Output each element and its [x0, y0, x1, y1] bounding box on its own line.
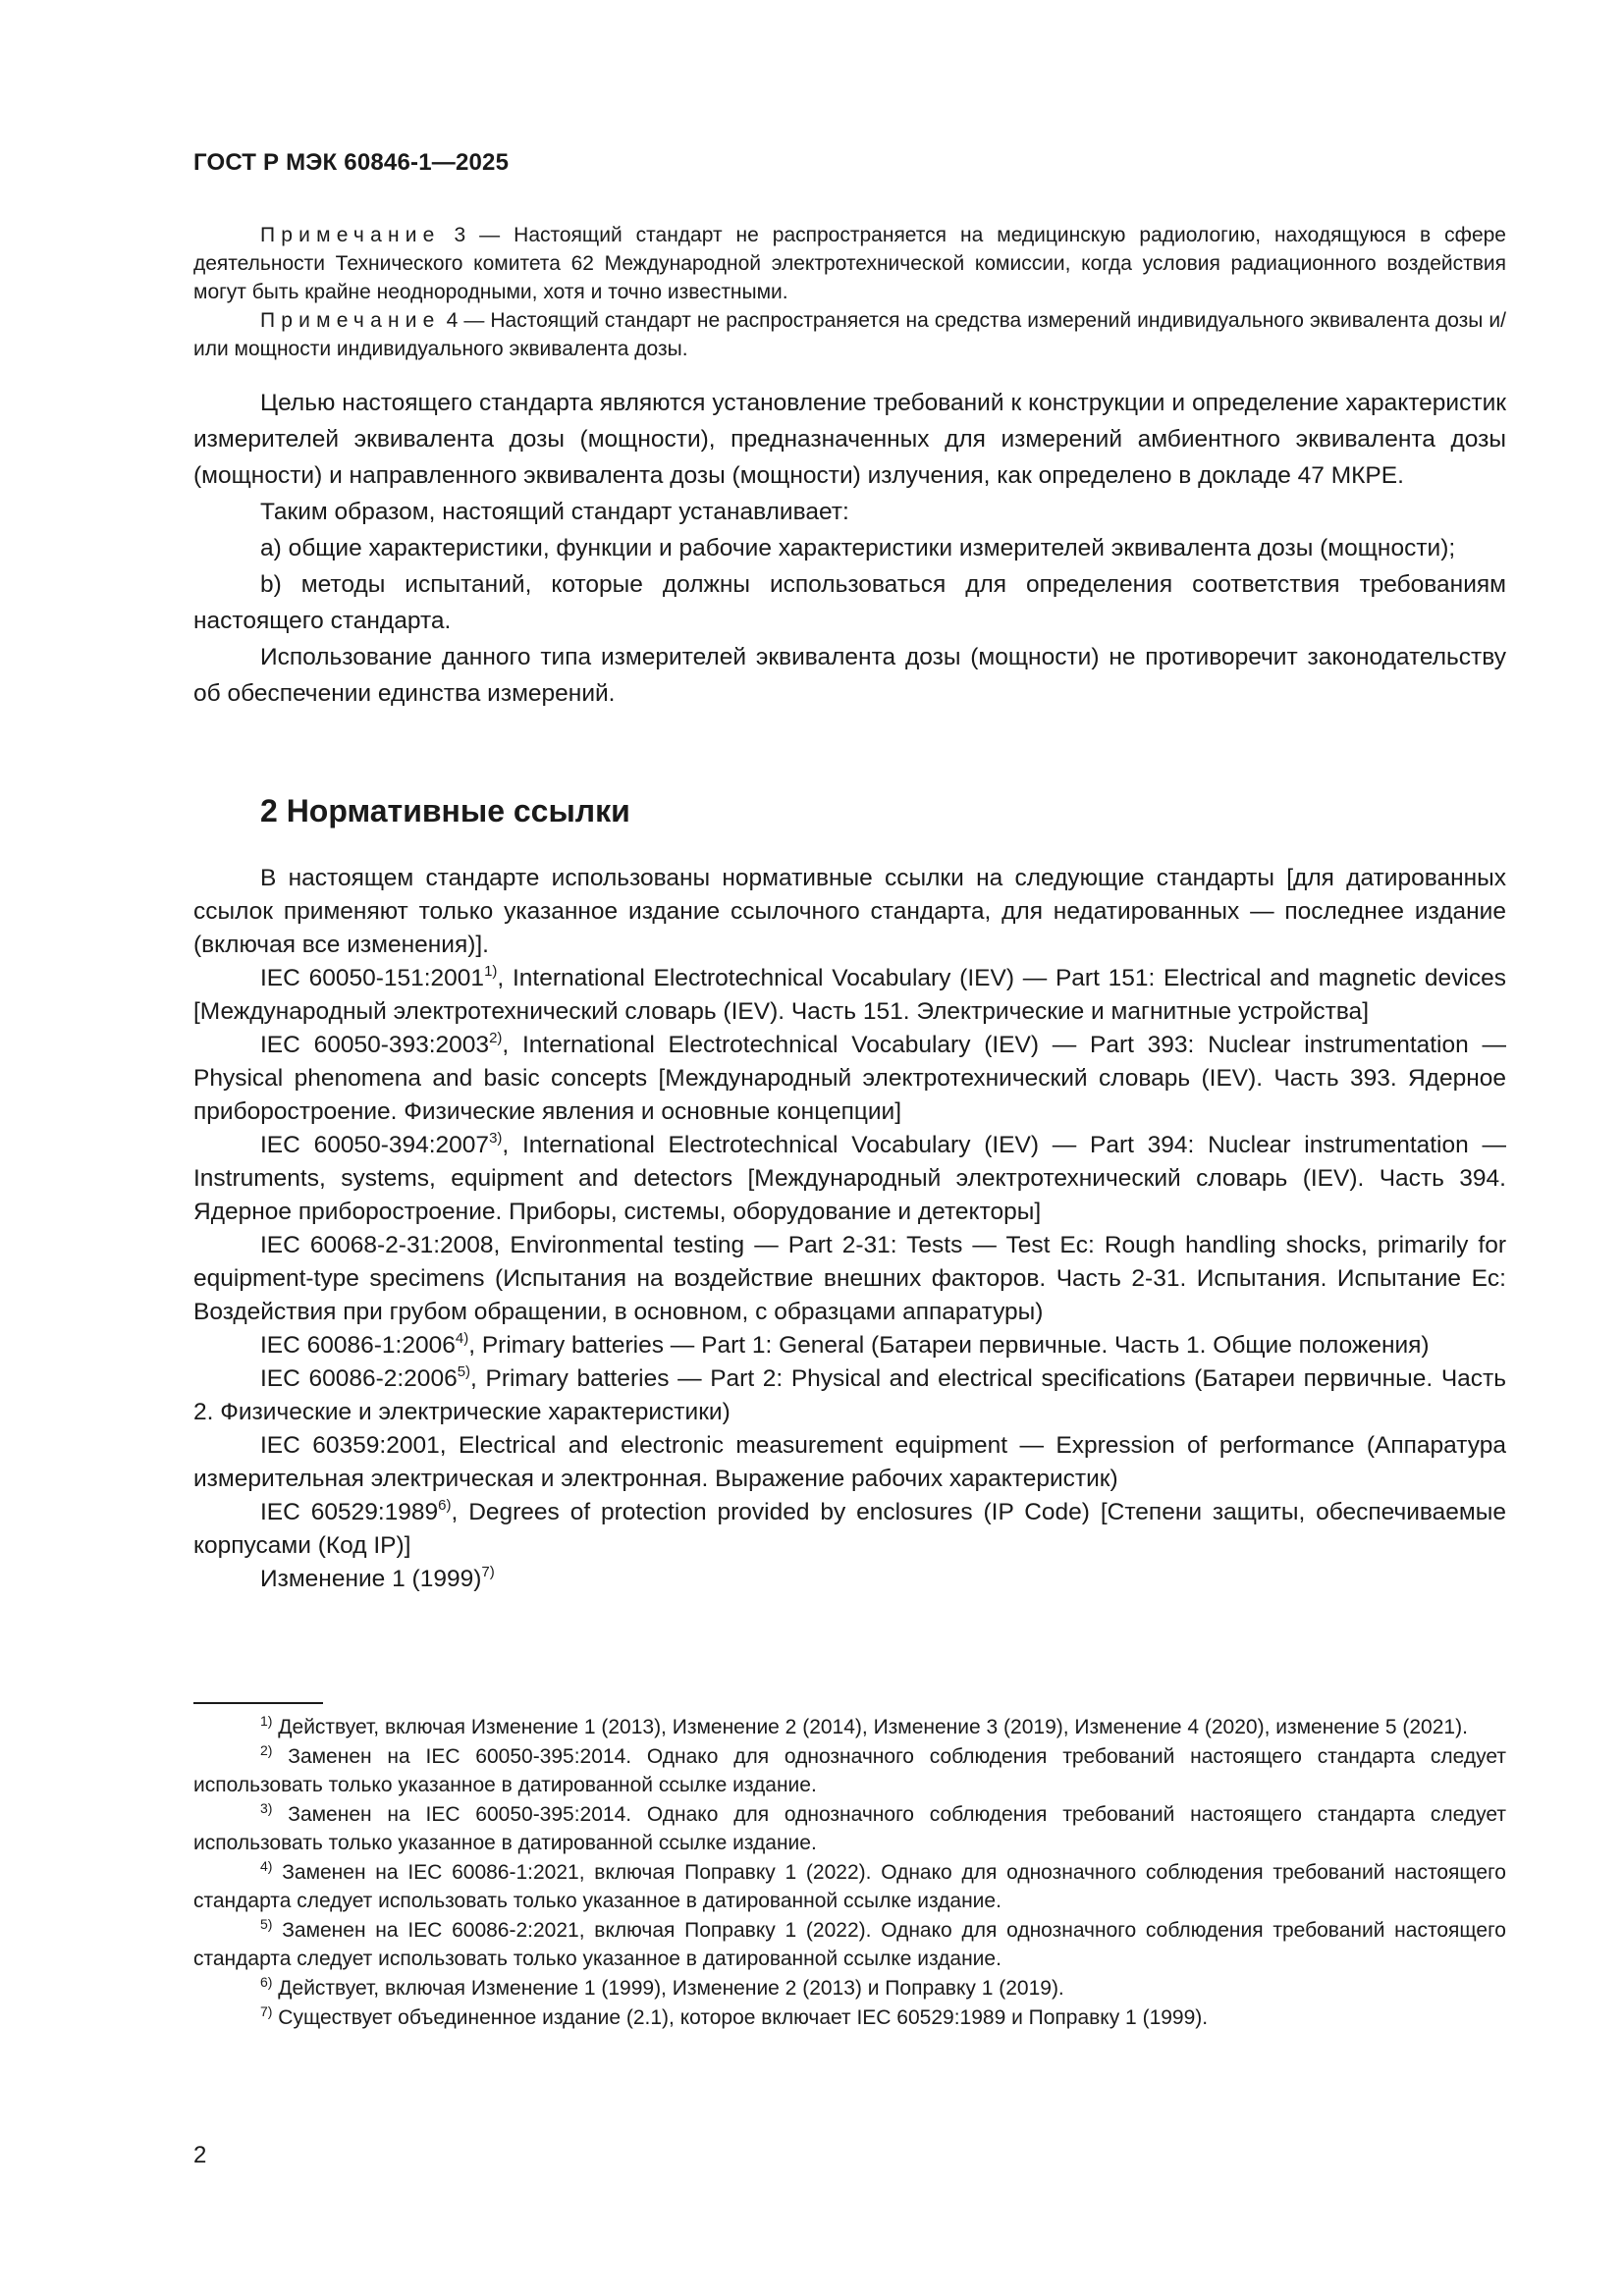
reference-item [193, 1496, 1506, 1563]
note-number: 3 [454, 224, 466, 246]
scope-block [193, 385, 1506, 712]
reference-item [193, 1429, 1506, 1496]
footnote-text: Заменен на IEC 60086-2:2021, включая Поправку 1 (2022). Однако для однозначного соблюдения требований настоящего стандарта следует использовать только указанное в датированной ссылке издание. [193, 1919, 1506, 1970]
footnote [193, 1800, 1506, 1857]
reference-code: IEC 60359:2001 [260, 1432, 440, 1459]
reference-code: IEC 60050-151:2001 [260, 965, 485, 991]
reference-title: , International Electrotechnical Vocabulary (IEV) — Part 393: Nuclear instrumentation — Physical phenomena and basic concepts [Международный электротехнический словарь (IEV). Часть 393. Ядерное приборостроение. Физические явления и основные концепции] [193, 1032, 1506, 1125]
footnote-ref[interactable]: 5) [457, 1363, 471, 1380]
footnote-separator [193, 1702, 323, 1704]
footnotes-block [193, 1713, 1506, 2033]
footnote-text: Заменен на IEC 60050-395:2014. Однако для однозначного соблюдения требований настоящего стандарта следует использовать только указанное в датированной ссылке издание. [193, 1803, 1506, 1854]
reference-title: , Degrees of protection provided by enclosures (IP Code) [Степени защиты, обеспечиваемые корпусами (Код IP)] [193, 1499, 1506, 1559]
footnote [193, 2003, 1506, 2032]
reference-item [193, 1563, 1506, 1596]
note-label: Примечание [260, 224, 441, 246]
footnote-text: Существует объединенное издание (2.1), которое включает IEC 60529:1989 и Поправку 1 (1999). [272, 2006, 1209, 2029]
footnote-ref[interactable]: 1) [484, 963, 498, 980]
standard-header: ГОСТ Р МЭК 60846-1—2025 [193, 149, 510, 176]
reference-title: , Electrical and electronic measurement equipment — Expression of performance (Аппаратура измерительная электрическая и электронная. Выражение рабочих характеристик) [193, 1432, 1506, 1492]
scope-paragraph: Использование данного типа измерителей эквивалента дозы (мощности) не противоречит законодательству об обеспечении единства измерений. [193, 644, 1506, 707]
notes-block [193, 221, 1506, 363]
reference-code: IEC 60050-393:2003 [260, 1032, 490, 1058]
page-number: 2 [193, 2142, 207, 2168]
footnote-text: Заменен на IEC 60086-1:2021, включая Поправку 1 (2022). Однако для однозначного соблюдения требований настоящего стандарта следует использовать только указанное в датированной ссылке издание. [193, 1861, 1506, 1912]
footnote-ref[interactable]: 7) [481, 1564, 495, 1580]
footnote-ref[interactable]: 3) [489, 1130, 503, 1147]
note-number: 4 [446, 309, 459, 332]
reference-code: IEC 60086-2:2006 [260, 1365, 458, 1392]
footnote [193, 1713, 1506, 1741]
footnote [193, 1858, 1506, 1915]
reference-item [193, 1362, 1506, 1429]
footnote-ref[interactable]: 4) [455, 1330, 469, 1347]
reference-title: , Environmental testing — Part 2-31: Tests — Test Ec: Rough handling shocks, primarily for equipment-type specimens (Испытания на воздействие внешних факторов. Часть 2-31. Испытания. Испытание Ec: Воздействия при грубом обращении, в основном, с образцами аппаратуры) [193, 1232, 1507, 1325]
footnote-ref[interactable]: 6) [438, 1497, 452, 1514]
footnote-ref[interactable]: 2) [489, 1030, 503, 1046]
reference-item [193, 1129, 1506, 1229]
footnote [193, 1742, 1506, 1799]
reference-code: Изменение 1 (1999) [260, 1566, 482, 1592]
footnote-mark: 5) [260, 1916, 273, 1932]
scope-paragraph: Таким образом, настоящий стандарт устанавливает: [260, 499, 849, 525]
reference-code: IEC 60068-2-31:2008 [260, 1232, 494, 1258]
reference-title: , Primary batteries — Part 1: General (Батареи первичные. Часть 1. Общие положения) [468, 1332, 1430, 1359]
footnote-text: Действует, включая Изменение 1 (1999), Изменение 2 (2013) и Поправку 1 (2019). [272, 1977, 1064, 2000]
references-intro: В настоящем стандарте использованы нормативные ссылки на следующие стандарты [для датированных ссылок применяют только указанное издание ссылочного стандарта, для недатированных — последнее издание (включая все изменения)]. [193, 865, 1506, 958]
footnote [193, 1974, 1506, 2002]
references-block [193, 862, 1506, 1596]
reference-title: , International Electrotechnical Vocabulary (IEV) — Part 394: Nuclear instrumentation — Instruments, systems, equipment and detectors [Международный электротехнический словарь (IEV). Часть 394. Ядерное приборостроение. Приборы, системы, оборудование и детекторы] [193, 1132, 1506, 1225]
scope-list-item: b) методы испытаний, которые должны использоваться для определения соответствия требованиям настоящего стандарта. [193, 571, 1506, 634]
reference-code: IEC 60086-1:2006 [260, 1332, 456, 1359]
footnote-mark: 7) [260, 2003, 273, 2019]
footnote-mark: 1) [260, 1713, 273, 1729]
note-item [193, 306, 1506, 363]
footnote-mark: 4) [260, 1858, 273, 1874]
note-item [193, 221, 1506, 306]
note-text: — Настоящий стандарт не распространяется на средства измерений индивидуального эквивалента дозы и/или мощности индивидуального эквивалента дозы. [193, 309, 1506, 360]
reference-item [193, 962, 1506, 1029]
reference-item [193, 1229, 1506, 1329]
reference-title: , International Electrotechnical Vocabulary (IEV) — Part 151: Electrical and magnetic devices [Международный электротехнический словарь (IEV). Часть 151. Электрические и магнитные устройства] [193, 965, 1506, 1025]
scope-list-item: a) общие характеристики, функции и рабочие характеристики измерителей эквивалента дозы (мощности); [260, 535, 1456, 561]
section-heading: 2 Нормативные ссылки [260, 793, 630, 828]
footnote-text: Действует, включая Изменение 1 (2013), Изменение 2 (2014), Изменение 3 (2019), Изменение 4 (2020), изменение 5 (2021). [272, 1716, 1468, 1738]
footnote-mark: 3) [260, 1800, 273, 1816]
footnote-text: Заменен на IEC 60050-395:2014. Однако для однозначного соблюдения требований настоящего стандарта следует использовать только указанное в датированной ссылке издание. [193, 1745, 1506, 1796]
reference-code: IEC 60050-394:2007 [260, 1132, 490, 1158]
footnote-mark: 6) [260, 1974, 273, 1990]
note-text: — Настоящий стандарт не распространяется на медицинскую радиологию, находящуюся в сфере деятельности Технического комитета 62 Международной электротехнической комиссии, когда условия радиационного воздействия могут быть крайне неоднородными, хотя и точно известными. [193, 224, 1506, 303]
footnote [193, 1916, 1506, 1973]
reference-item [193, 1029, 1506, 1129]
reference-title: , Primary batteries — Part 2: Physical and electrical specifications (Батареи первичные. Часть 2. Физические и электрические характеристики) [193, 1365, 1507, 1425]
note-label: Примечание [260, 309, 441, 332]
scope-paragraph: Целью настоящего стандарта являются установление требований к конструкции и определение характеристик измерителей эквивалента дозы (мощности), предназначенных для измерений амбиентного эквивалента дозы (мощности) и направленного эквивалента дозы (мощности) излучения, как определено в докладе 47 МКРЕ. [193, 390, 1506, 489]
footnote-mark: 2) [260, 1742, 273, 1758]
reference-code: IEC 60529:1989 [260, 1499, 439, 1525]
reference-item [193, 1329, 1506, 1362]
